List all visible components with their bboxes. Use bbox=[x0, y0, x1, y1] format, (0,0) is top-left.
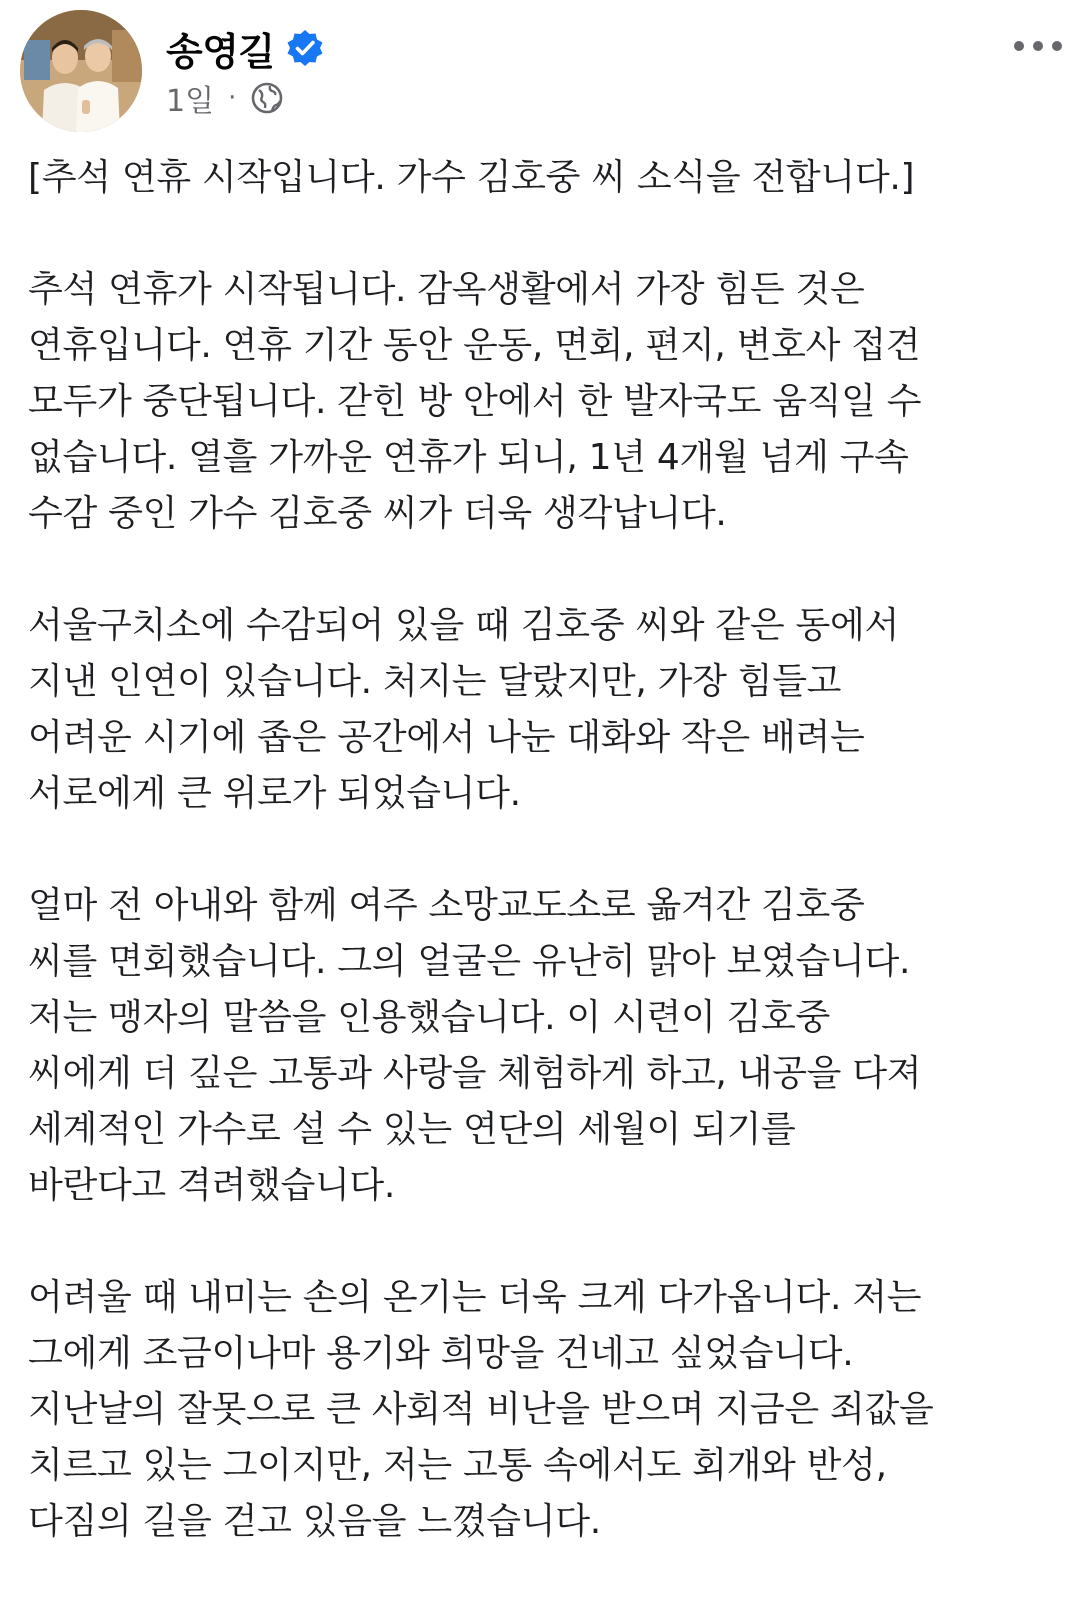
paragraph-4 bbox=[28, 1270, 1058, 1550]
author-avatar[interactable] bbox=[20, 10, 142, 132]
text-line: 지난날의 잘못으로 큰 사회적 비난을 받으며 지금은 죄값을 bbox=[28, 1389, 934, 1430]
text-line: 서울구치소에 수감되어 있을 때 김호중 씨와 같은 동에서 bbox=[28, 605, 899, 646]
text-line: 치르고 있는 그이지만, 저는 고통 속에서도 회개와 반성, bbox=[28, 1445, 887, 1486]
text-line: 씨를 면회했습니다. 그의 얼굴은 유난히 맑아 보였습니다. bbox=[28, 941, 911, 982]
text-line: 없습니다. 열흘 가까운 연휴가 되니, 1년 4개월 넘게 구속 bbox=[28, 437, 909, 478]
text-line: 추석 연휴가 시작됩니다. 감옥생활에서 가장 힘든 것은 bbox=[28, 269, 865, 310]
post-header bbox=[0, 0, 1080, 140]
globe-icon[interactable] bbox=[250, 81, 284, 115]
paragraph-1 bbox=[28, 262, 1058, 542]
text-line: 수감 중인 가수 김호중 씨가 더욱 생각납니다. bbox=[28, 493, 727, 534]
text-line: 어려울 때 내미는 손의 온기는 더욱 크게 다가옵니다. 저는 bbox=[28, 1277, 922, 1318]
text-line: 모두가 중단됩니다. 갇힌 방 안에서 한 발자국도 움직일 수 bbox=[28, 381, 922, 422]
paragraph-3 bbox=[28, 878, 1058, 1214]
post-title: [추석 연휴 시작입니다. 가수 김호중 씨 소식을 전합니다.] bbox=[28, 157, 915, 198]
post-meta bbox=[166, 78, 284, 118]
author-name[interactable]: 송영길 bbox=[166, 29, 275, 74]
text-line: 세계적인 가수로 설 수 있는 연단의 세월이 되기를 bbox=[28, 1109, 796, 1150]
text-line: 저는 맹자의 말씀을 인용했습니다. 이 시련이 김호중 bbox=[28, 997, 831, 1038]
text-line: 지낸 인연이 있습니다. 처지는 달랐지만, 가장 힘들고 bbox=[28, 661, 842, 702]
avatar-photo bbox=[20, 10, 142, 132]
text-line: 그에게 조금이나마 용기와 희망을 건네고 싶었습니다. bbox=[28, 1333, 854, 1374]
more-options-icon bbox=[1013, 40, 1063, 52]
text-line: 다짐의 길을 걷고 있음을 느꼈습니다. bbox=[28, 1501, 601, 1542]
text-line: 연휴입니다. 연휴 기간 동안 운동, 면회, 편지, 변호사 접견 bbox=[28, 325, 921, 366]
paragraph-2 bbox=[28, 598, 1058, 822]
author-row bbox=[166, 22, 325, 74]
text-line: 얼마 전 아내와 함께 여주 소망교도소로 옮겨간 김호중 bbox=[28, 885, 865, 926]
post-body bbox=[28, 150, 1058, 1606]
meta-separator: · bbox=[228, 83, 237, 113]
text-line: 어려운 시기에 좁은 공간에서 나눈 대화와 작은 배려는 bbox=[28, 717, 865, 758]
text-line: 씨에게 더 깊은 고통과 사랑을 체험하게 하고, 내공을 다져 bbox=[28, 1053, 922, 1094]
more-options-button[interactable] bbox=[1010, 28, 1066, 64]
verified-badge-icon bbox=[285, 28, 325, 68]
text-line: 서로에게 큰 위로가 되었습니다. bbox=[28, 773, 521, 814]
text-line: 바란다고 격려했습니다. bbox=[28, 1165, 396, 1206]
post-timestamp[interactable]: 1일 bbox=[166, 84, 215, 119]
